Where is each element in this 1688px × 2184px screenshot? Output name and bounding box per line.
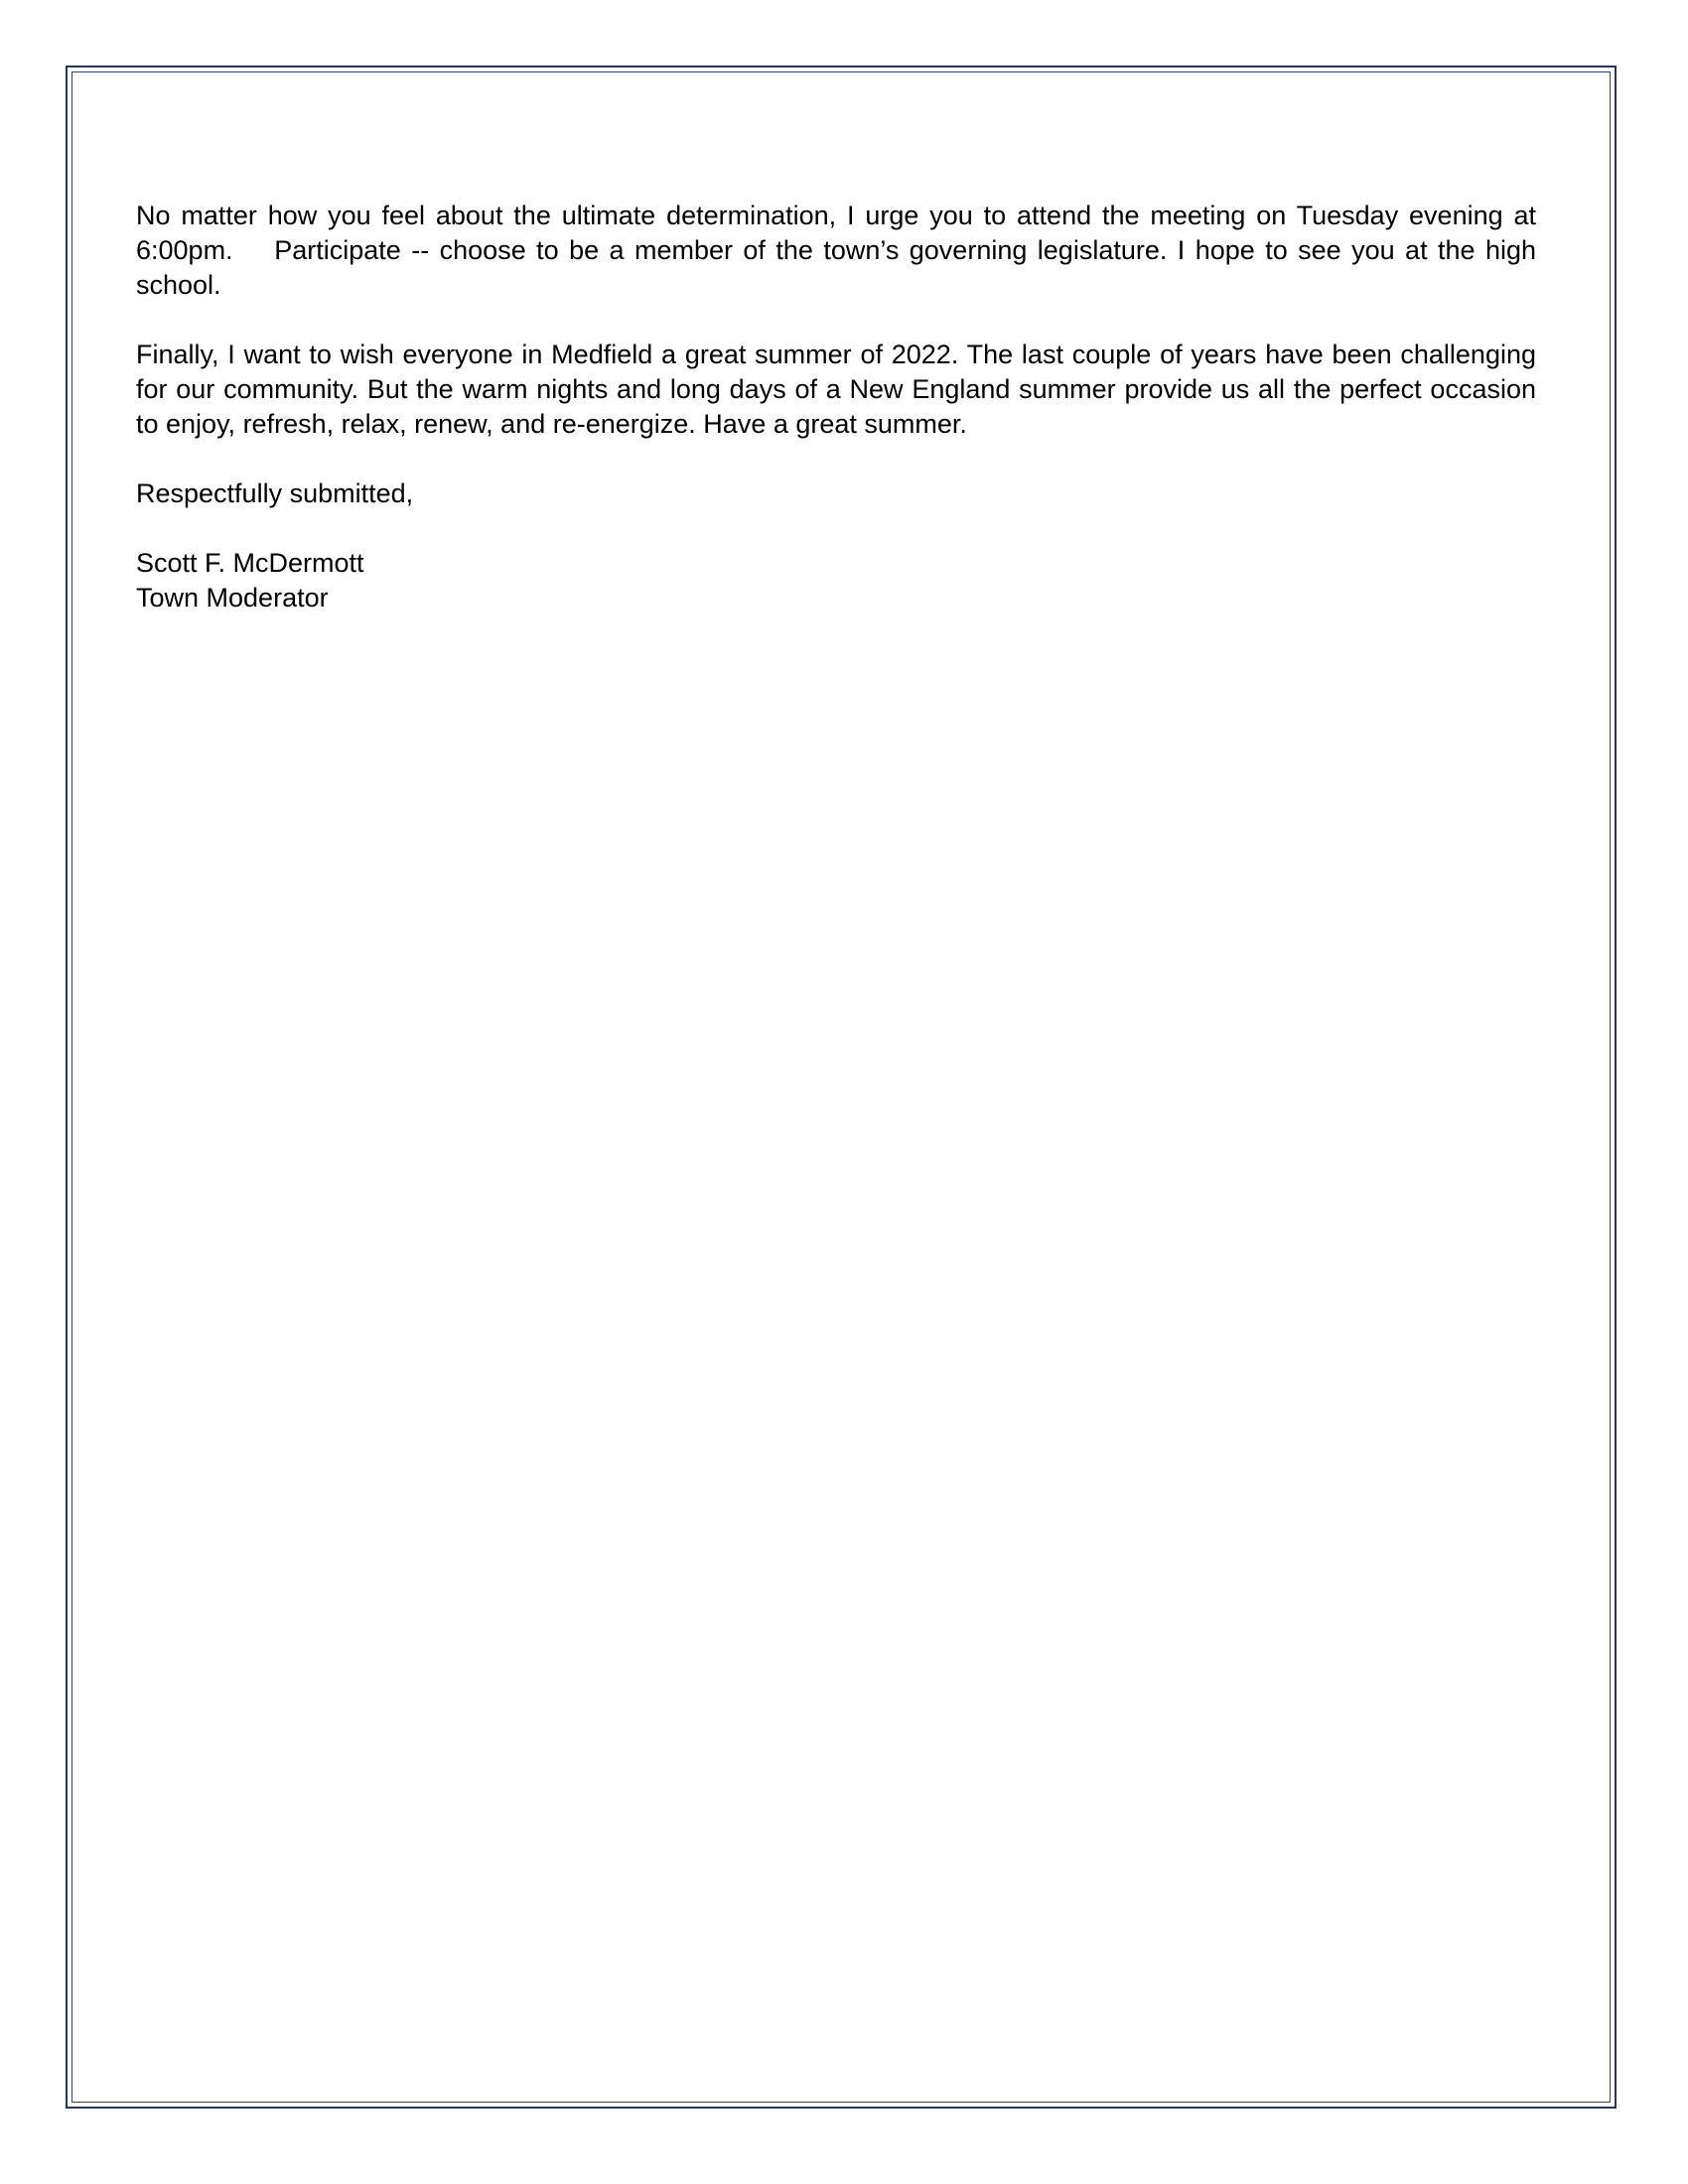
signature-title: Town Moderator bbox=[136, 583, 329, 613]
closing-line: Respectfully submitted, bbox=[136, 478, 414, 508]
signature-block bbox=[136, 546, 1536, 615]
signature-name: Scott F. McDermott bbox=[136, 548, 364, 578]
document-body bbox=[136, 199, 1544, 615]
paragraph-summer-wishes: Finally, I want to wish everyone in Medfield a great summer of 2022. The last couple of years have been challenging for our community. But the warm nights and long days of a New England summer provide us all the perfect occasion to enjoy, refresh, relax, renew, and re-energize. Have a great summer. bbox=[136, 340, 1544, 439]
paragraph-meeting-invitation: No matter how you feel about the ultimate determination, I urge you to attend the meeting on Tuesday evening at 6:00pm. Participate -- choose to be a member of the town’s governing legislature. I hope to see you at the high school. bbox=[136, 201, 1544, 300]
